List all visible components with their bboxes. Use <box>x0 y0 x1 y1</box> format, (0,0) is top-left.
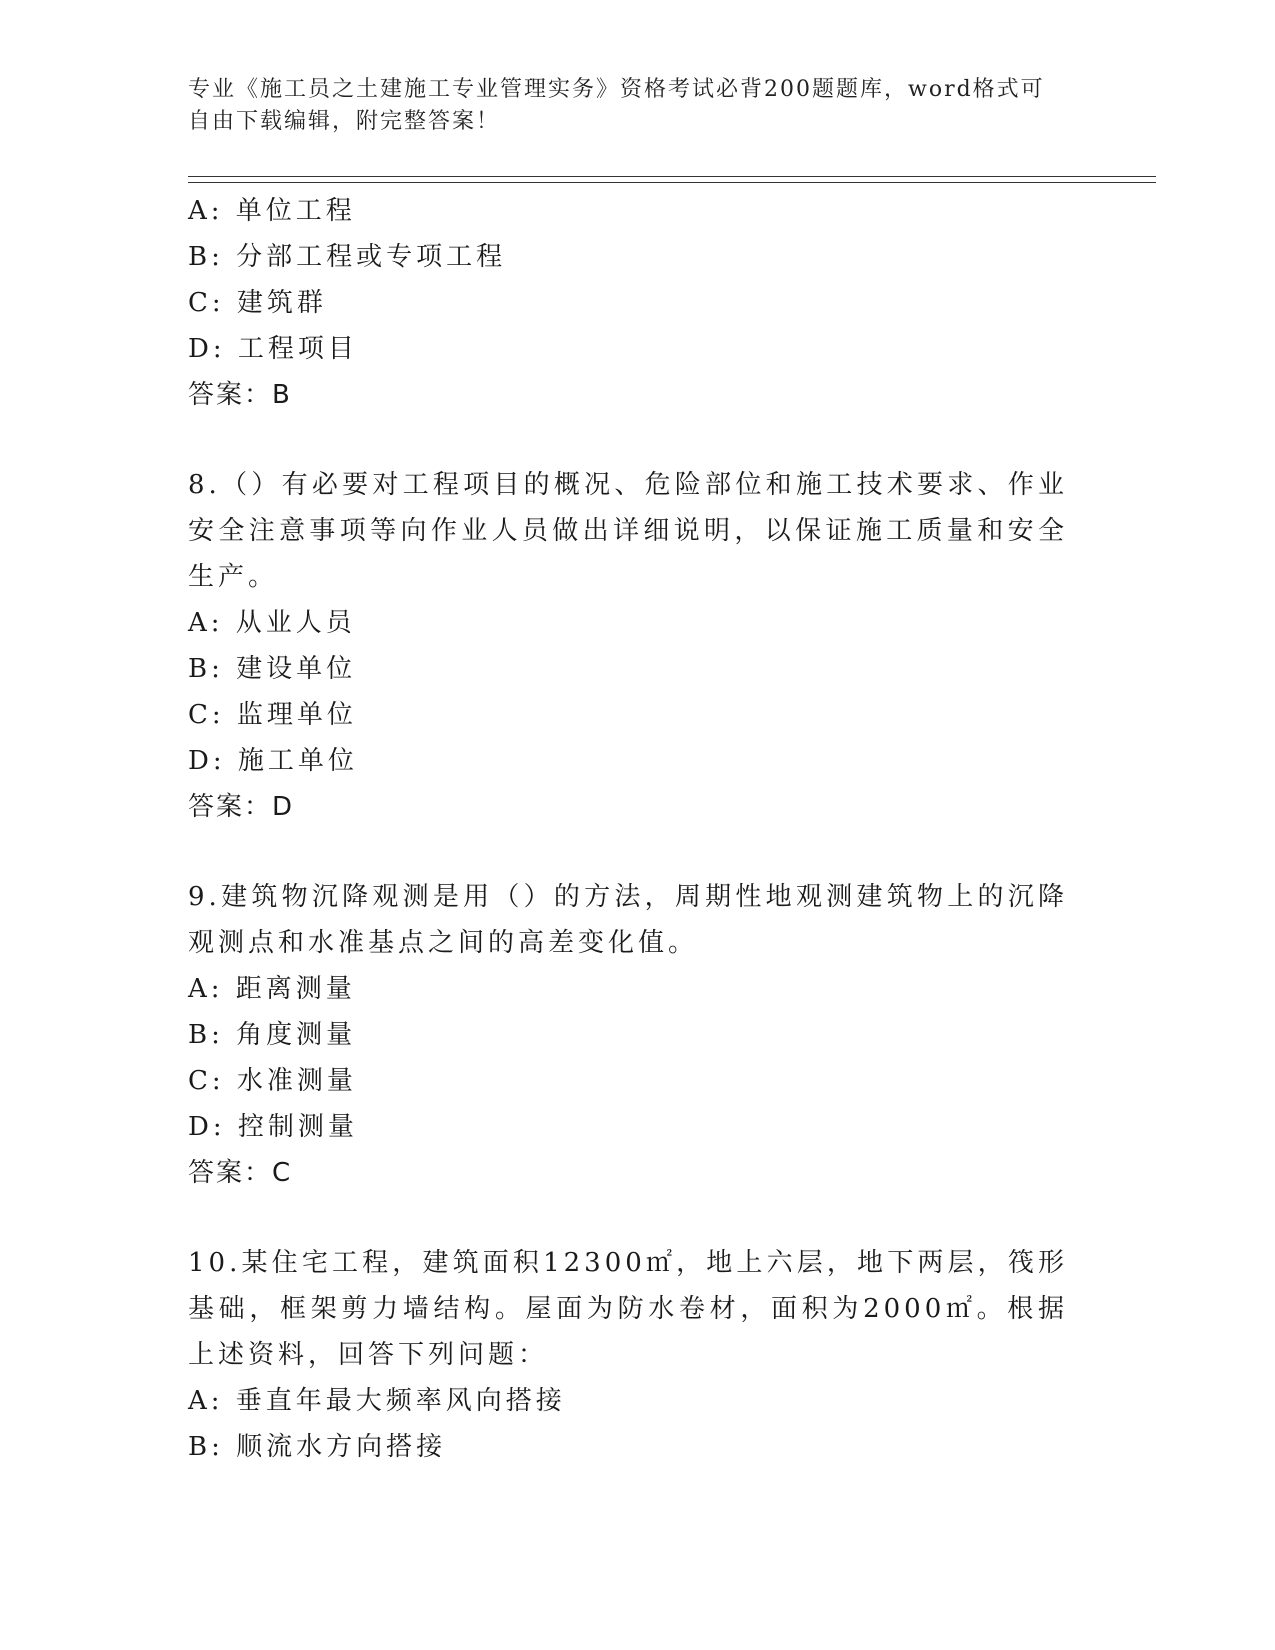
option-b: B: 建设单位 <box>188 654 357 684</box>
question-text: 8.（）有必要对工程项目的概况、危险部位和施工技术要求、作业安全注意事项等向作业人员做出详细说明，以保证施工质量和安全生产。 <box>188 470 1068 592</box>
question-block-8 <box>188 462 1068 830</box>
answer-line: 答案：C <box>188 1158 293 1188</box>
answer-line: 答案：D <box>188 792 295 822</box>
question-text: 10.某住宅工程，建筑面积12300㎡，地上六层，地下两层，筏形基础，框架剪力墙结构。屋面为防水卷材，面积为2000㎡。根据上述资料，回答下列问题： <box>188 1248 1068 1370</box>
option-d: D: 施工单位 <box>188 746 358 776</box>
option-c: C: 建筑群 <box>188 288 327 318</box>
document-header: 专业《施工员之土建施工专业管理实务》资格考试必背200题题库，word格式可自由下载编辑，附完整答案！ <box>188 77 1045 134</box>
answer-line: 答案：B <box>188 380 292 410</box>
option-b: B: 角度测量 <box>188 1020 357 1050</box>
question-block-9 <box>188 874 1068 1196</box>
option-d: D: 工程项目 <box>188 334 358 364</box>
question-text: 9.建筑物沉降观测是用（）的方法，周期性地观测建筑物上的沉降观测点和水准基点之间的高差变化值。 <box>188 882 1068 958</box>
header-divider-bottom <box>188 182 1156 183</box>
option-b: B: 顺流水方向搭接 <box>188 1432 447 1462</box>
option-a: A: 单位工程 <box>188 196 356 226</box>
option-c: C: 监理单位 <box>188 700 357 730</box>
header-divider-top <box>188 176 1156 177</box>
option-b: B: 分部工程或专项工程 <box>188 242 507 272</box>
question-block-7 <box>188 188 1068 418</box>
option-a: A: 距离测量 <box>188 974 356 1004</box>
question-block-10 <box>188 1240 1068 1470</box>
question-list <box>188 188 1068 1470</box>
option-c: C: 水准测量 <box>188 1066 357 1096</box>
option-a: A: 垂直年最大频率风向搭接 <box>188 1386 566 1416</box>
option-a: A: 从业人员 <box>188 608 356 638</box>
option-d: D: 控制测量 <box>188 1112 358 1142</box>
